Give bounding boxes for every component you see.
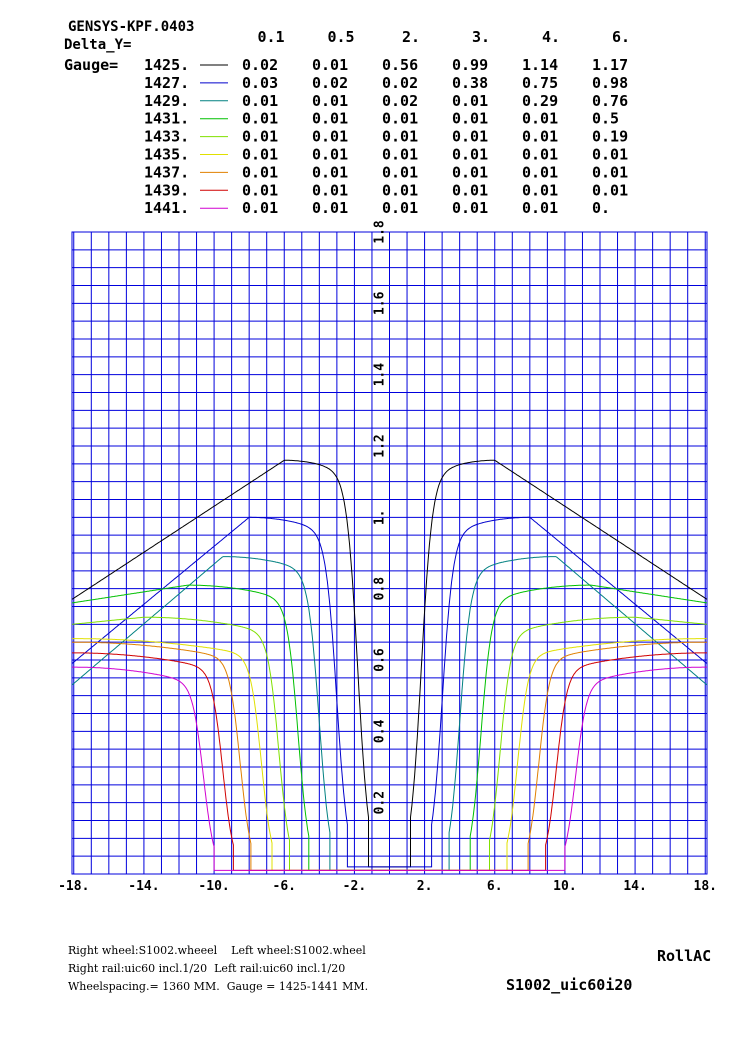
footer-title: S1002_uic60i20 (506, 976, 633, 994)
legend-gauge: 1435. (144, 145, 190, 164)
legend-gauge: 1429. (144, 91, 190, 110)
x-tick-label: -10. (198, 879, 230, 894)
x-tick-label: -6. (272, 879, 296, 894)
legend-cell: 0.02 (382, 91, 419, 110)
plot-grid (72, 232, 707, 874)
legend-cell: 1.14 (522, 56, 559, 74)
legend-cell: 0.75 (522, 73, 559, 92)
x-tick-label: 10. (553, 879, 577, 894)
legend-cell: 0.02 (242, 56, 279, 74)
legend-cell: 0.01 (522, 109, 559, 128)
delta-y-value: 3. (471, 28, 491, 46)
x-tick-label: 2. (416, 879, 433, 894)
legend-gauge: 1439. (144, 181, 190, 200)
legend-cell: 0.01 (242, 145, 279, 164)
legend-cell: 0.99 (452, 56, 489, 74)
footer-rail-info: Right rail:uic60 incl.1/20 Left rail:uic60 incl.1/20 (68, 962, 346, 975)
legend-cell: 0.5 (592, 109, 620, 128)
legend-cell: 0.01 (452, 91, 489, 110)
legend-cell: 0.19 (592, 127, 629, 146)
legend-cell: 0.01 (242, 127, 279, 146)
legend-cell: 0.98 (592, 73, 629, 92)
footer-tag: RollAC (657, 947, 712, 965)
y-tick-label: 0.4 (372, 719, 388, 744)
legend-cell: 0.01 (592, 181, 629, 200)
legend-cell: 0.01 (312, 181, 349, 200)
legend-cell: 0.01 (452, 181, 489, 200)
delta-y-value: 6. (611, 28, 631, 46)
gauge-label: Gauge= (64, 56, 119, 74)
y-axis-ticks (373, 220, 388, 814)
legend-cell: 0.01 (452, 145, 489, 164)
legend-cell: 0.01 (242, 181, 279, 200)
x-tick-label: -2. (342, 879, 367, 894)
x-tick-label: 18. (693, 879, 717, 894)
legend-cell: 0.01 (382, 145, 419, 164)
delta-y-header-row (257, 28, 630, 46)
legend-cell: 0.01 (242, 109, 279, 128)
y-tick-label: 0.6 (372, 648, 388, 672)
legend-cell: 0.01 (242, 163, 279, 182)
legend-cell: 1.17 (592, 56, 629, 74)
y-tick-label: 0.8 (372, 576, 388, 601)
legend-cell: 0.01 (452, 199, 489, 218)
legend-cell: 0.01 (312, 163, 349, 182)
legend-cell: 0.56 (382, 56, 419, 74)
footer-wheel-info: Right wheel:S1002.wheeel Left wheel:S1002.wheel (68, 944, 366, 957)
delta-y-value: 0.5 (327, 28, 355, 46)
legend-cell: 0.01 (522, 145, 559, 164)
legend-cell: 0.01 (312, 91, 349, 110)
x-tick-label: 14. (623, 879, 647, 894)
legend-cell: 0. (592, 199, 611, 218)
delta-y-value: 4. (541, 28, 561, 46)
legend-cell: 0.03 (242, 73, 279, 92)
x-tick-label: 6. (486, 879, 503, 894)
legend-cell: 0.02 (382, 73, 419, 92)
legend-gauge: 1425. (144, 56, 190, 74)
legend-cell: 0.01 (382, 109, 419, 128)
legend-cell: 0.01 (382, 127, 419, 146)
y-tick-label: 1. (372, 509, 388, 526)
legend-cell: 0.01 (522, 127, 559, 146)
legend-cell: 0.01 (242, 199, 279, 218)
legend-cell: 0.01 (592, 145, 629, 164)
legend-cell: 0.01 (312, 109, 349, 128)
legend-cell: 0.01 (522, 181, 559, 200)
legend-gauge: 1441. (144, 199, 190, 218)
legend-cell: 0.02 (312, 73, 349, 92)
x-axis-ticks (58, 879, 717, 894)
legend-cell: 0.01 (312, 127, 349, 146)
legend-cell: 0.01 (312, 145, 349, 164)
footer-spacing-info: Wheelspacing.= 1360 MM. Gauge = 1425-1441 MM. (68, 980, 369, 993)
legend-cell: 0.01 (312, 56, 349, 74)
legend-gauge: 1431. (144, 109, 190, 128)
legend-cell: 0.01 (452, 127, 489, 146)
legend-table (144, 56, 628, 217)
delta-y-value: 2. (401, 28, 421, 46)
legend-cell: 0.38 (452, 73, 489, 92)
y-tick-label: 1.2 (372, 434, 388, 458)
legend-gauge: 1433. (144, 127, 190, 146)
y-tick-label: 0.2 (372, 790, 388, 815)
legend-cell: 0.01 (452, 163, 489, 182)
legend-cell: 0.01 (522, 199, 559, 218)
x-tick-label: -14. (128, 879, 160, 894)
y-tick-label: 1.4 (372, 362, 388, 387)
legend-cell: 0.01 (522, 163, 559, 182)
legend-cell: 0.01 (312, 199, 349, 218)
x-tick-label: -18. (58, 879, 90, 894)
y-tick-label: 1.6 (372, 291, 388, 316)
legend-cell: 0.01 (452, 109, 489, 128)
program-title: GENSYS-KPF.0403 (68, 19, 195, 35)
legend-gauge: 1427. (144, 73, 190, 92)
legend-cell: 0.01 (382, 181, 419, 200)
delta-y-value: 0.1 (257, 28, 285, 46)
legend-cell: 0.01 (382, 163, 419, 182)
legend-cell: 0.29 (522, 91, 559, 110)
legend-gauge: 1437. (144, 163, 190, 182)
delta-y-label: Delta_Y= (64, 37, 132, 53)
legend-cell: 0.76 (592, 91, 629, 110)
y-tick-label: 1.8 (372, 220, 388, 244)
legend-cell: 0.01 (242, 91, 279, 110)
legend-cell: 0.01 (592, 163, 629, 182)
legend-cell: 0.01 (382, 199, 419, 218)
